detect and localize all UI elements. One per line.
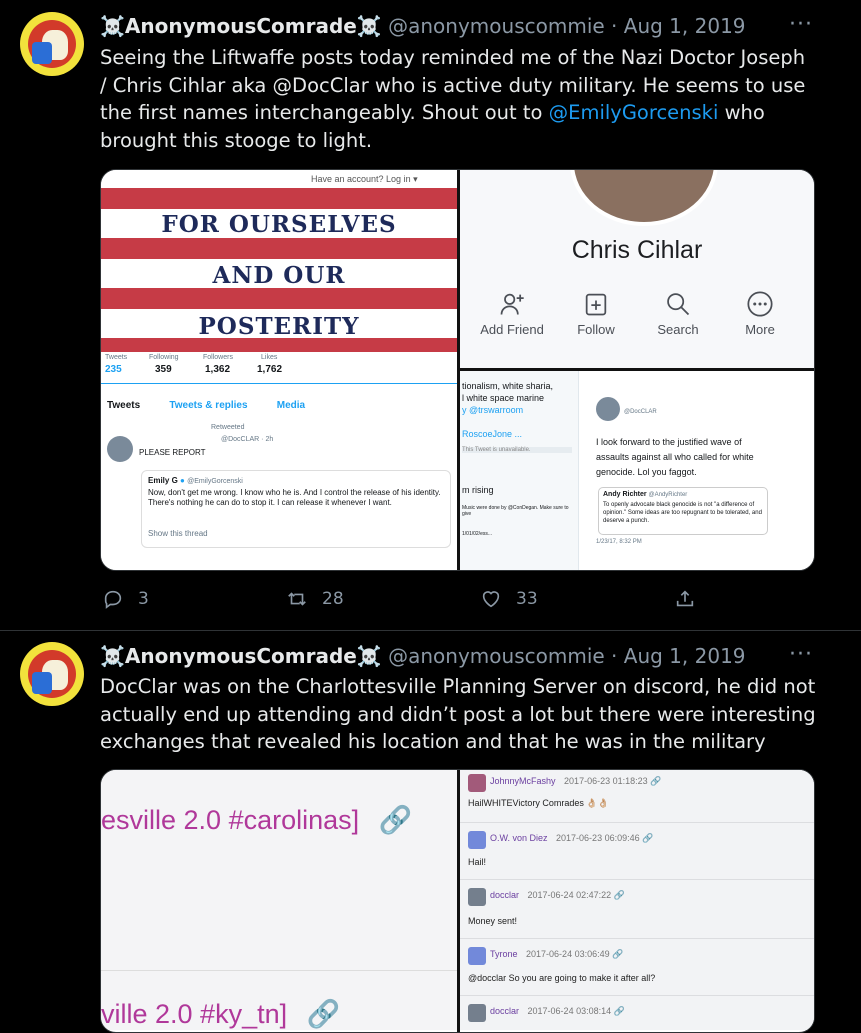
media-image-profile[interactable]: [101, 170, 457, 570]
quoted-name: Emily G: [148, 476, 178, 485]
chat-message: [460, 996, 814, 1030]
display-name[interactable]: ☠️AnonymousComrade☠️: [100, 644, 382, 668]
doc-date: 1/23/17, 8:32 PM: [596, 539, 642, 545]
more-circle-icon: [746, 290, 774, 318]
snippet-line: This Tweet is unavailable.: [462, 447, 572, 453]
retweet-icon: [286, 588, 308, 610]
link-icon: 🔗: [612, 949, 624, 959]
banner-line-1: FOR OURSELVES: [161, 211, 397, 238]
heart-icon: [480, 588, 502, 610]
chat-text: Money sent!: [468, 916, 518, 926]
snippet-line: tionalism, white sharia,: [462, 381, 554, 391]
media-grid[interactable]: [100, 769, 815, 1033]
tweet-text-part1: Seeing the Liftwaffe posts today reminded me of the Nazi Doctor Joseph / Chris Cihlar aka @DocClar who is active duty military. He seems to use the first names interchangeably. Shout out to: [100, 46, 806, 124]
channel-line-2: [101, 998, 340, 1030]
add-friend-label: Add Friend: [480, 322, 544, 337]
snippet-date: 1/01/02/ess...: [462, 531, 493, 537]
add-friend-icon: [498, 290, 526, 318]
reply-button[interactable]: [102, 588, 149, 610]
chat-text: Hail!: [468, 857, 487, 867]
link-icon: 🔗: [613, 1006, 625, 1016]
reply-icon: [102, 588, 124, 610]
media-image-facebook-profile[interactable]: [460, 170, 814, 368]
reply-count: 3: [138, 589, 149, 609]
chat-message: [460, 880, 814, 939]
search-button[interactable]: [650, 290, 706, 337]
chat-time: 2017-06-24 02:47:22: [527, 890, 612, 900]
tweet-text: DocClar was on the Charlottesville Planning Server on discord, he did not actually end up attending and didn’t post a lot but there were interesting exchanges that revealed his location and that he was in the military: [100, 675, 816, 753]
display-name[interactable]: ☠️AnonymousComrade☠️: [100, 14, 382, 38]
banner-line-2: AND OUR: [212, 262, 346, 289]
andy-name: Andy Richter: [603, 491, 647, 498]
link-icon: 🔗: [642, 833, 654, 843]
verified-icon: ●: [180, 476, 185, 485]
quoted-tweet[interactable]: [141, 470, 451, 548]
media-image-tweet-screenshot[interactable]: [460, 371, 814, 570]
doc-handle: @DocCLAR: [624, 409, 657, 415]
chat-user: docclar: [490, 1006, 520, 1016]
channel-name: esville 2.0 #carolinas]: [101, 805, 360, 835]
like-count: 33: [516, 589, 538, 609]
chat-text: @docclar So you are going to make it after all?: [468, 973, 656, 983]
add-friend-button[interactable]: [476, 290, 548, 337]
handle[interactable]: @anonymouscommie: [388, 644, 605, 668]
retweeter-avatar: [107, 436, 133, 462]
tweet-actions: [100, 588, 720, 614]
andy-handle: @AndyRichter: [648, 492, 688, 498]
chat-message: [460, 939, 814, 996]
more-horizontal-icon[interactable]: ···: [789, 642, 813, 667]
snippet-small: Music were done by @ConDegan. Make sure to give: [462, 505, 569, 517]
stat-value: 359: [155, 364, 172, 375]
stat-value: 1,762: [257, 364, 283, 375]
retweet-button[interactable]: [286, 588, 344, 610]
media-image-discord-chat[interactable]: [460, 770, 814, 1030]
media-grid[interactable]: [100, 169, 815, 571]
separator: ·: [611, 14, 618, 38]
separator: ·: [611, 644, 618, 668]
share-icon: [674, 588, 696, 610]
channel-line-1: [101, 804, 412, 836]
snippet-line: RoscoeJone ...: [462, 429, 523, 439]
chat-time: 2017-06-23 01:18:23: [564, 776, 648, 786]
discord-icon: [468, 831, 486, 849]
tweet-header: [100, 644, 746, 668]
chat-user: Tyrone: [490, 949, 518, 959]
user-avatar: [468, 774, 486, 792]
profile-stats: [105, 354, 305, 382]
andy-text: To openly advocate black genocide is not "a difference of opinion." Some ideas are too repugnant to be tolerated, and deserve a punch.: [603, 502, 762, 524]
quoted-handle: @EmilyGorcenski: [187, 478, 243, 485]
banner-line-3: POSTERITY: [198, 313, 360, 340]
discord-icon: [468, 888, 486, 906]
link-icon: 🔗: [650, 776, 662, 786]
stat-value: 1,362: [205, 364, 231, 375]
share-button[interactable]: [674, 588, 696, 610]
more-button[interactable]: [732, 290, 788, 337]
channel-name: ville 2.0 #ky_tn]: [101, 999, 288, 1029]
tab-tweets[interactable]: Tweets: [107, 400, 141, 411]
stat-label: Likes: [261, 354, 278, 361]
more-horizontal-icon[interactable]: ···: [789, 12, 813, 37]
link-icon: 🔗: [378, 805, 413, 835]
chat-time: 2017-06-24 03:08:14: [527, 1006, 612, 1016]
search-icon: [664, 290, 692, 318]
chat-message: [460, 823, 814, 880]
tweet-text-part2: who brought this stooge to light.: [100, 101, 765, 152]
chat-text: HailWHITEVictory Comrades 👌🏼👌🏼: [468, 798, 609, 808]
quoted-text: Now, don't get me wrong. I know who he is. And I control the release of his identity. There's nothing he can do to stop it. I can release it whenever I want.: [148, 488, 441, 507]
follow-button[interactable]: [568, 290, 624, 337]
chat-user: JohnnyMcFashy: [490, 776, 556, 786]
chat-time: 2017-06-24 03:06:49: [526, 949, 610, 959]
andy-quote[interactable]: [598, 487, 768, 535]
snippet-line: m rising: [462, 485, 494, 495]
handle[interactable]: @anonymouscommie: [388, 14, 605, 38]
media-image-discord-channels[interactable]: [101, 770, 457, 1030]
tab-tweets-replies[interactable]: Tweets & replies: [169, 400, 248, 411]
chat-time: 2017-06-23 06:09:46: [556, 833, 640, 843]
avatar-art-detail: [32, 672, 52, 694]
avatar[interactable]: [20, 642, 84, 706]
mention-link[interactable]: @EmilyGorcenski: [548, 101, 719, 124]
avatar[interactable]: [20, 12, 84, 76]
follow-label: Follow: [577, 322, 615, 337]
profile-photo: [570, 169, 718, 226]
tweet-2[interactable]: [0, 631, 861, 1029]
profile-tabs: [107, 400, 447, 411]
more-label: More: [745, 322, 775, 337]
snippet-line: l white space marine: [462, 393, 545, 403]
retweet-count: 28: [322, 589, 344, 609]
doc-avatar: [596, 397, 620, 421]
chat-user: O.W. von Diez: [490, 833, 548, 843]
chat-message: [460, 770, 814, 823]
login-hint: Have an account? Log in ▾: [311, 174, 418, 184]
tweet-date[interactable]: Aug 1, 2019: [623, 14, 746, 38]
chat-user: docclar: [490, 890, 520, 900]
retweeter-handle: @DocCLAR · 2h: [221, 436, 274, 443]
snippet-line: y @trswarroom: [462, 405, 524, 415]
stat-label: Tweets: [105, 354, 128, 361]
link-icon: 🔗: [306, 999, 341, 1029]
profile-name: Chris Cihlar: [571, 236, 703, 264]
like-button[interactable]: [480, 588, 538, 610]
tweet-text: [100, 44, 816, 154]
doc-tweet-text: I look forward to the justified wave of assaults against all who called for white genocide. Lol you faggot.: [596, 437, 754, 477]
flag-banner: [101, 180, 457, 352]
discord-icon: [468, 1004, 486, 1022]
search-label: Search: [657, 322, 699, 337]
link-icon: 🔗: [613, 890, 625, 900]
stat-label: Followers: [203, 354, 233, 361]
retweeted-label: Retweeted: [211, 424, 245, 431]
discord-icon: [468, 947, 486, 965]
stat-value: 235: [105, 364, 122, 375]
show-thread-link[interactable]: Show this thread: [148, 529, 208, 538]
tweet-header: [100, 14, 746, 38]
please-report: PLEASE REPORT: [139, 448, 206, 457]
avatar-art-detail: [32, 42, 52, 64]
tweet-date[interactable]: Aug 1, 2019: [623, 644, 746, 668]
follow-icon: [582, 290, 610, 318]
stat-label: Following: [149, 354, 179, 361]
tab-media[interactable]: Media: [276, 400, 306, 411]
snippet-column: [460, 371, 579, 570]
